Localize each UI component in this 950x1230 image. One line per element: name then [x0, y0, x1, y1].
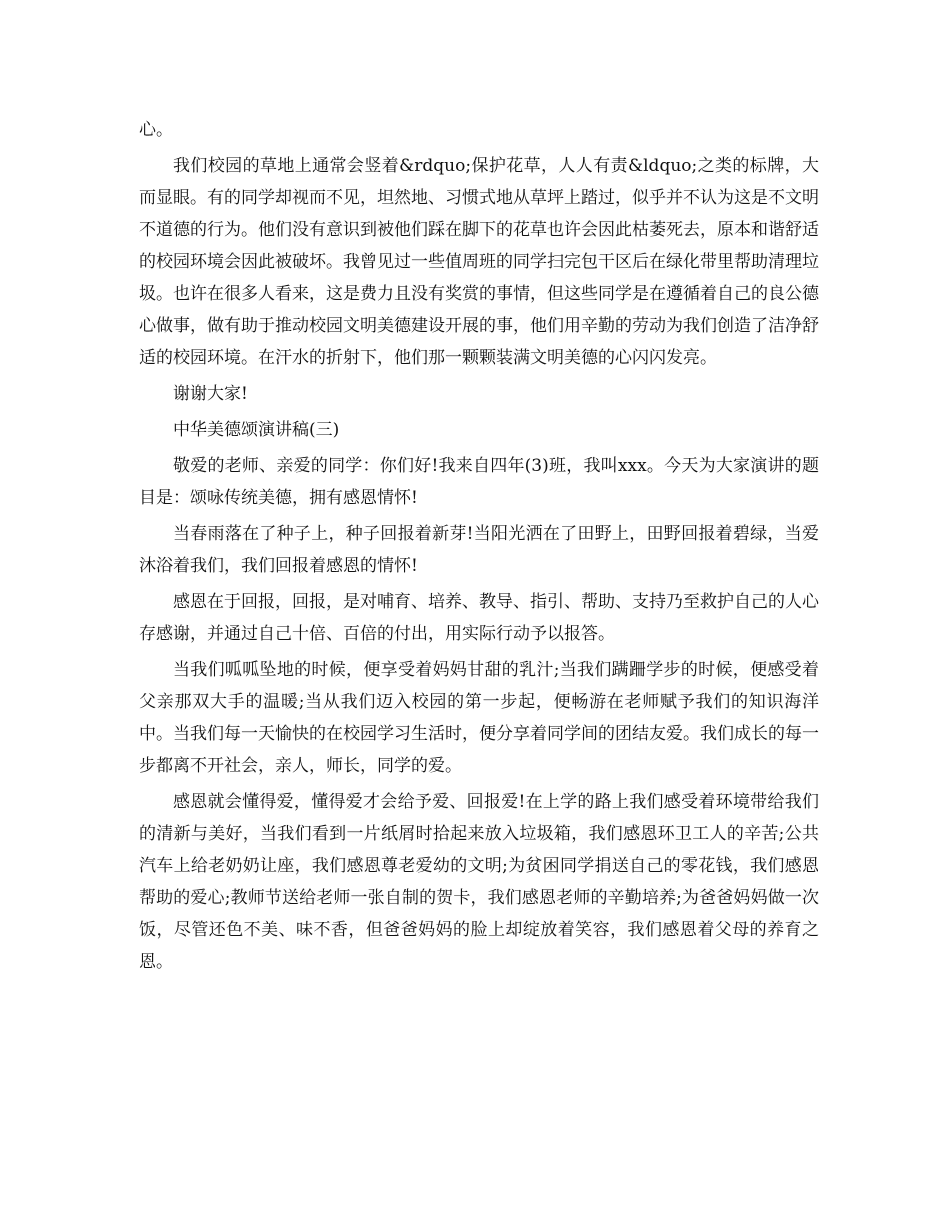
document-body	[139, 114, 819, 982]
speech-heading: 中华美德颂演讲稿(三)	[173, 420, 340, 440]
paragraph-understanding-love: 感恩就会懂得爱，懂得爱才会给予爱、回报爱!在上学的路上我们感受着环境带给我们的清新与美好，当我们看到一片纸屑时拾起来放入垃圾箱，我们感恩环卫工人的辛苦;公共汽车上给老奶奶让座，我们感恩尊老爱幼的文明;为贫困同学捐送自己的零花钱，我们感恩帮助的爱心;教师节送给老师一张自制的贺卡，我们感恩老师的辛勤培养;为爸爸妈妈做一次饭，尽管还色不美、味不香，但爸爸妈妈的脸上却绽放着笑容，我们感恩着父母的养育之恩。	[139, 792, 819, 972]
paragraph-campus-lawn: 我们校园的草地上通常会竖着&rdquo;保护花草，人人有责&ldquo;之类的标牌，大而显眼。有的同学却视而不见，坦然地、习惯式地从草坪上踏过，似乎并不认为这是不文明不道德的行为。他们没有意识到被他们踩在脚下的花草也许会因此枯萎死去，原本和谐舒适的校园环境会因此被破坏。我曾见过一些值周班的同学扫完包干区后在绿化带里帮助清理垃圾。也许在很多人看来，这是费力且没有奖赏的事情，但这些同学是在遵循着自己的良公德心做事，做有助于推动校园文明美德建设开展的事，他们用辛勤的劳动为我们创造了洁净舒适的校园环境。在汗水的折射下，他们那一颗颗装满文明美德的心闪闪发亮。	[139, 156, 819, 368]
paragraph-gratitude-definition: 感恩在于回报，回报，是对哺育、培养、教导、指引、帮助、支持乃至救护自己的人心存感谢，并通过自己十倍、百倍的付出，用实际行动予以报答。	[139, 592, 819, 644]
paragraph-growing-up: 当我们呱呱坠地的时候，便享受着妈妈甘甜的乳汁;当我们蹒跚学步的时候，便感受着父亲那双大手的温暖;当从我们迈入校园的第一步起，便畅游在老师赋予我们的知识海洋中。当我们每一天愉快的在校园学习生活时，便分享着同学间的团结友爱。我们成长的每一步都离不开社会，亲人，师长，同学的爱。	[139, 660, 819, 776]
paragraph-thanks: 谢谢大家!	[173, 384, 248, 404]
paragraph-greeting: 敬爱的老师、亲爱的同学：你们好!我来自四年(3)班，我叫xxx。今天为大家演讲的题目是：颂咏传统美德，拥有感恩情怀!	[139, 456, 819, 508]
paragraph-continuation: 心。	[139, 120, 173, 140]
paragraph-spring-rain: 当春雨落在了种子上，种子回报着新芽!当阳光洒在了田野上，田野回报着碧绿，当爱沐浴着我们，我们回报着感恩的情怀!	[139, 524, 819, 576]
